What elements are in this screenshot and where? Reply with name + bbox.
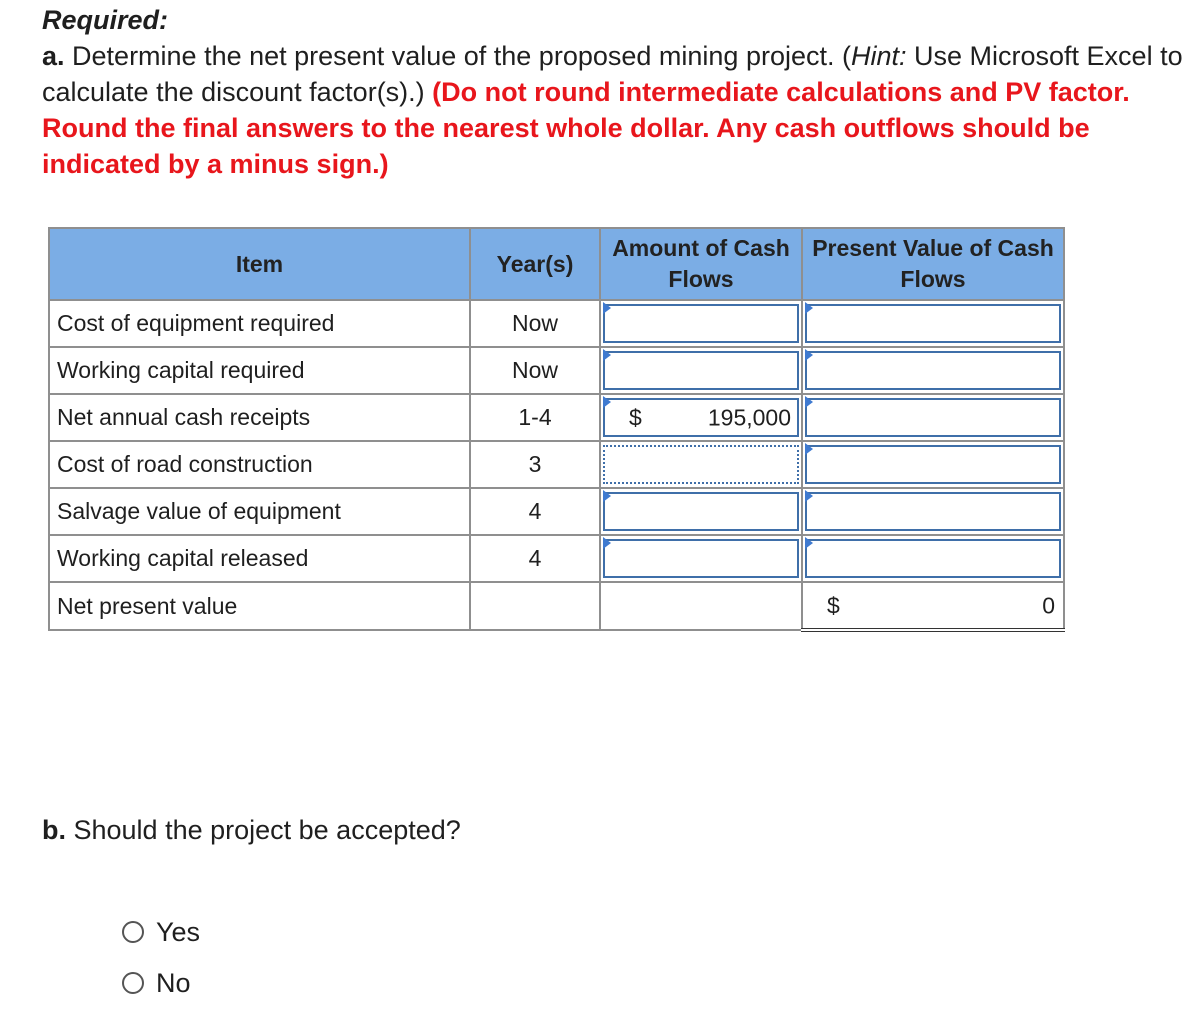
amount-input[interactable] <box>603 492 799 531</box>
radio-option-no[interactable] <box>122 965 191 1001</box>
input-flag-icon <box>603 302 611 314</box>
net-present-value: 0 <box>1042 592 1055 618</box>
required-heading: Required: <box>42 5 169 35</box>
npv-table <box>48 227 1065 632</box>
total-amount-cell <box>600 582 802 630</box>
pv-input[interactable] <box>805 304 1061 343</box>
table-header-row <box>49 228 1064 300</box>
amount-input[interactable] <box>603 351 799 390</box>
radio-option-yes[interactable] <box>122 914 200 950</box>
net-present-value-label: Net present value <box>49 582 470 630</box>
part-a-label: a. <box>42 41 65 71</box>
input-flag-icon <box>603 490 611 502</box>
amount-input-cell[interactable] <box>600 441 802 488</box>
table-row <box>49 488 1064 535</box>
input-flag-icon <box>603 396 611 408</box>
part-a-text-1: Determine the net present value of the proposed mining project. ( <box>64 41 851 71</box>
header-item: Item <box>49 228 470 300</box>
dollar-sign: $ <box>827 592 840 618</box>
table-row <box>49 394 1064 441</box>
header-amount: Amount of Cash Flows <box>600 228 802 300</box>
input-flag-icon <box>805 537 813 549</box>
pv-input[interactable] <box>805 398 1061 437</box>
row-years: 3 <box>470 441 600 488</box>
part-b-text: Should the project be accepted? <box>66 815 461 845</box>
input-flag-icon <box>805 396 813 408</box>
instructions <box>42 2 1187 182</box>
row-years: Now <box>470 300 600 347</box>
row-item-label: Working capital released <box>49 535 470 582</box>
input-flag-icon <box>603 349 611 361</box>
row-years: 4 <box>470 535 600 582</box>
table-row <box>49 535 1064 582</box>
row-item-label: Cost of road construction <box>49 441 470 488</box>
pv-input-cell[interactable] <box>802 347 1064 394</box>
input-flag-icon <box>805 443 813 455</box>
amount-input[interactable] <box>603 539 799 578</box>
radio-label-yes: Yes <box>156 917 201 947</box>
pv-input-cell[interactable] <box>802 441 1064 488</box>
amount-input-cell[interactable] <box>600 488 802 535</box>
row-item-label: Net annual cash receipts <box>49 394 470 441</box>
header-present-value: Present Value of Cash Flows <box>802 228 1064 300</box>
amount-input[interactable] <box>603 304 799 343</box>
row-item-label: Cost of equipment required <box>49 300 470 347</box>
input-flag-icon <box>805 490 813 502</box>
net-present-value-cell <box>802 582 1064 630</box>
table-row <box>49 300 1064 347</box>
row-item-label: Salvage value of equipment <box>49 488 470 535</box>
row-item-label: Working capital required <box>49 347 470 394</box>
pv-input-cell[interactable] <box>802 394 1064 441</box>
amount-input-cell[interactable] <box>600 394 802 441</box>
row-years: 1-4 <box>470 394 600 441</box>
pv-input[interactable] <box>805 351 1061 390</box>
rounding-note: (Do not round intermediate calculations and PV factor. Round the final answers to the nearest whole dollar. Any cash outflows should be indicated by a minus sign.) <box>42 77 1130 179</box>
total-row <box>49 582 1064 630</box>
pv-input-cell[interactable] <box>802 535 1064 582</box>
pv-input[interactable] <box>805 539 1061 578</box>
total-years-cell <box>470 582 600 630</box>
question-b <box>42 812 461 848</box>
pv-input-cell[interactable] <box>802 488 1064 535</box>
amount-input-cell[interactable] <box>600 347 802 394</box>
radio-circle-icon[interactable] <box>122 921 144 943</box>
amount-input-cell[interactable] <box>600 535 802 582</box>
dollar-sign: $ <box>629 404 642 430</box>
table-row <box>49 441 1064 488</box>
amount-input-cell[interactable] <box>600 300 802 347</box>
row-years: Now <box>470 347 600 394</box>
hint-word: Hint: <box>850 41 907 71</box>
pv-input[interactable] <box>805 445 1061 484</box>
part-a-instructions <box>42 38 1187 182</box>
pv-input[interactable] <box>805 492 1061 531</box>
amount-input[interactable] <box>603 445 799 484</box>
input-flag-icon <box>603 537 611 549</box>
radio-label-no: No <box>156 968 191 998</box>
row-years: 4 <box>470 488 600 535</box>
part-b-label: b. <box>42 815 66 845</box>
input-flag-icon <box>805 302 813 314</box>
part-a-text-2: Use Microsoft Excel to calculate the discount factor(s).) <box>42 41 1183 107</box>
input-flag-icon <box>805 349 813 361</box>
radio-circle-icon[interactable] <box>122 972 144 994</box>
pv-input-cell[interactable] <box>802 300 1064 347</box>
amount-value: 195,000 <box>707 404 791 430</box>
header-years: Year(s) <box>470 228 600 300</box>
amount-input[interactable] <box>603 398 799 437</box>
table-row <box>49 347 1064 394</box>
